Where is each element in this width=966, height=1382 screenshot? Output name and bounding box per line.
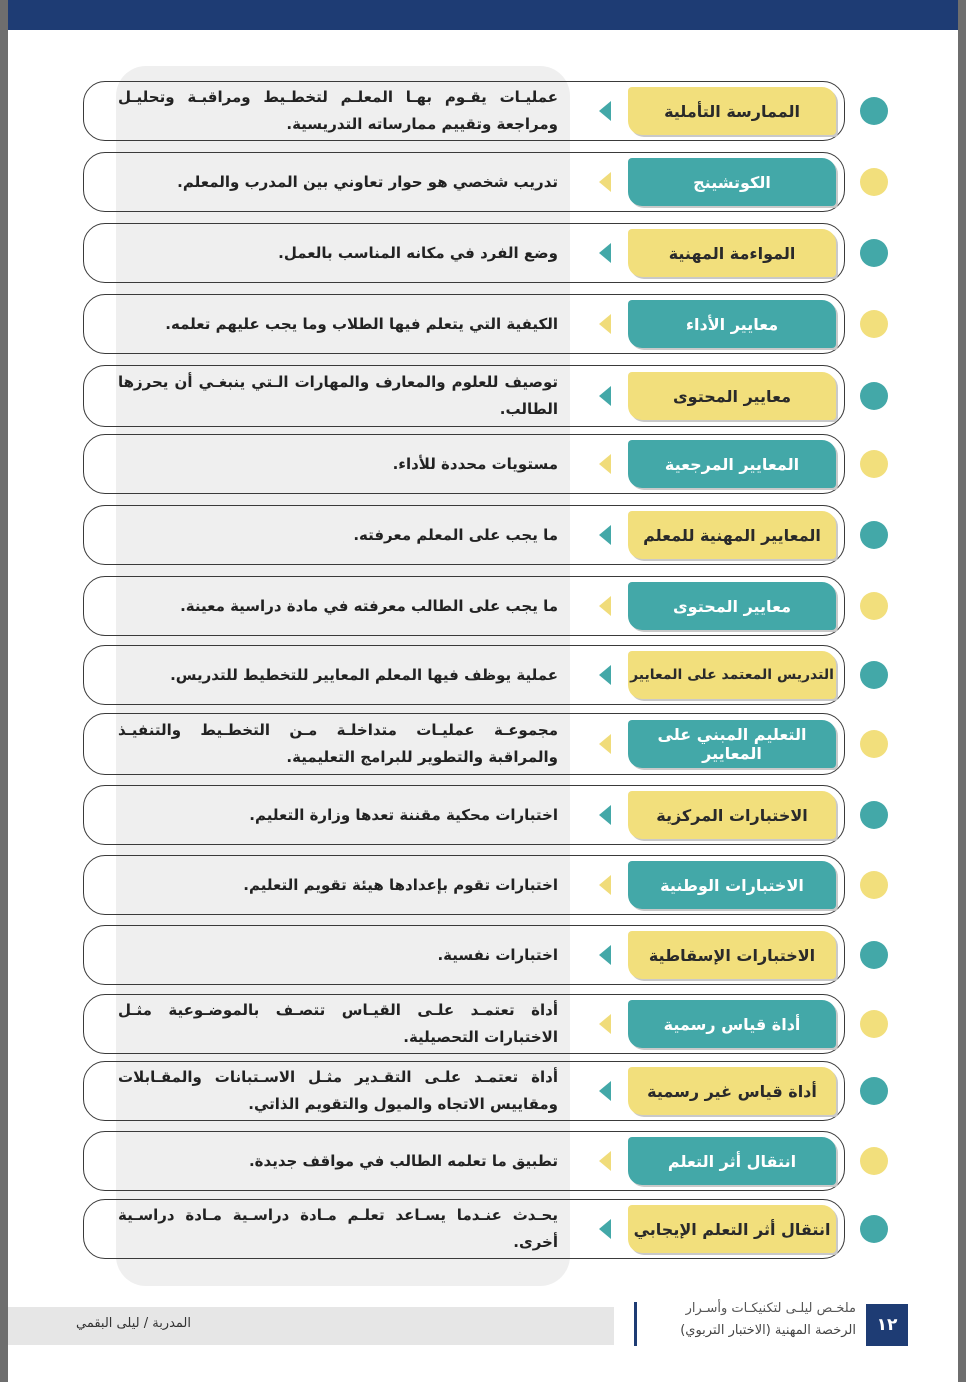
bullet-dot-icon — [860, 1147, 888, 1175]
term-label: الاختبارات الوطنية — [628, 861, 836, 909]
term-label: معايير المحتوى — [628, 372, 836, 420]
term-label: انتقال أثر التعلم الإيجابي — [628, 1205, 836, 1253]
bullet-dot-icon — [860, 97, 888, 125]
pointer-arrow-icon — [599, 805, 611, 825]
pointer-arrow-icon — [599, 314, 611, 334]
bullet-dot-icon — [860, 661, 888, 689]
term-label: الكوتشينج — [628, 158, 836, 206]
term-definition: أداة تعتمـد علـى القيـاس تتصـف بالموضـوعية مثـل الاختبارات التحصيلية. — [118, 1001, 558, 1046]
pointer-arrow-icon — [599, 386, 611, 406]
bullet-dot-icon — [860, 310, 888, 338]
bullet-dot-icon — [860, 1077, 888, 1105]
term-label: أداة قياس رسمية — [628, 1000, 836, 1048]
pointer-arrow-icon — [599, 1014, 611, 1034]
term-label: المعايير المرجعية — [628, 440, 836, 488]
term-definition: عمليـات يقـوم بهـا المعلـم لتخطـيط ومراقبـة وتحليـل ومراجعة وتقييم ممارساته التدريسية. — [118, 88, 558, 133]
bullet-dot-icon — [860, 801, 888, 829]
bullet-dot-icon — [860, 382, 888, 410]
bullet-dot-icon — [860, 941, 888, 969]
term-definition: توصيف للعلوم والمعارف والمهارات الـتي ينبغـي أن يحرزها الطالب. — [118, 373, 558, 418]
bullet-dot-icon — [860, 521, 888, 549]
term-definition: يحـدث عنـدما يسـاعد تعلـم مـادة دراسـية مـادة دراسـية أخرى. — [118, 1206, 558, 1251]
term-definition: عملية يوظف فيها المعلم المعايير للتخطيط للتدريس. — [170, 665, 558, 684]
footer-title-line1: ملخـص ليلـى لتكنيكـات وأسـرار — [685, 1301, 856, 1316]
term-definition: تطبيق ما تعلمه الطالب في مواقف جديدة. — [248, 1151, 558, 1170]
pointer-arrow-icon — [599, 734, 611, 754]
term-label: المواءمة المهنية — [628, 229, 836, 277]
pointer-arrow-icon — [599, 172, 611, 192]
pointer-arrow-icon — [599, 596, 611, 616]
term-label: الاختبارات المركزية — [628, 791, 836, 839]
pointer-arrow-icon — [599, 243, 611, 263]
term-label: التدريس المعتمد على المعايير — [628, 651, 836, 699]
pointer-arrow-icon — [599, 945, 611, 965]
footer-title — [636, 1298, 856, 1342]
term-definition: اختبارات محكية مقننة تعدها وزارة التعليم. — [249, 805, 558, 824]
bullet-dot-icon — [860, 871, 888, 899]
term-definition: اختبارات تقوم بإعدادها هيئة تقويم التعليم. — [243, 875, 558, 894]
term-definition: ما يجب على الطالب معرفته في مادة دراسية معينة. — [180, 596, 558, 615]
bullet-dot-icon — [860, 168, 888, 196]
term-definition: الكيفية التي يتعلم فيها الطلاب وما يجب عليهم تعلمه. — [165, 314, 558, 333]
term-label: المعايير المهنية للمعلم — [628, 511, 836, 559]
pointer-arrow-icon — [599, 101, 611, 121]
pointer-arrow-icon — [599, 1219, 611, 1239]
term-label: الاختبارات الإسقاطية — [628, 931, 836, 979]
term-definition: اختبارات نفسية. — [437, 945, 558, 964]
term-definition: وضع الفرد في مكانه المناسب بالعمل. — [278, 243, 558, 262]
term-label: معايير المحتوى — [628, 582, 836, 630]
term-label: انتقال أثر التعلم — [628, 1137, 836, 1185]
pointer-arrow-icon — [599, 665, 611, 685]
term-label: التعليم المبني على المعايير — [628, 720, 836, 768]
term-label: معايير الأداء — [628, 300, 836, 348]
top-header-bar — [8, 0, 958, 30]
bullet-dot-icon — [860, 592, 888, 620]
pointer-arrow-icon — [599, 454, 611, 474]
bullet-dot-icon — [860, 1215, 888, 1243]
pointer-arrow-icon — [599, 525, 611, 545]
footer-author: المدربة / ليلى البقمي — [76, 1316, 192, 1331]
bullet-dot-icon — [860, 730, 888, 758]
pointer-arrow-icon — [599, 875, 611, 895]
footer-title-line2: الرخصة المهنية (الاختبار التربوي) — [680, 1323, 856, 1338]
term-definition: مستويات محددة للأداء. — [392, 454, 558, 473]
term-definition: مجموعـة عمليـات متداخلـة مـن التخطـيط والتنفيـذ والمراقبة والتطوير للبرامج التعليمية. — [118, 721, 558, 766]
document-page — [8, 0, 958, 1382]
term-definition: تدريب شخصي هو حوار تعاوني بين المدرب والمعلم. — [177, 172, 558, 191]
page-number: ١٢ — [866, 1304, 908, 1346]
term-label: أداة قياس غير رسمية — [628, 1067, 836, 1115]
term-definition: أداة تعتمـد علـى التقـدير مثـل الاسـتبانات والمقـابلات ومقاييس الاتجاه والميول والتقويم الذاتي. — [118, 1068, 558, 1113]
pointer-arrow-icon — [599, 1081, 611, 1101]
bullet-dot-icon — [860, 239, 888, 267]
term-definition: ما يجب على المعلم معرفته. — [353, 525, 558, 544]
bullet-dot-icon — [860, 450, 888, 478]
pointer-arrow-icon — [599, 1151, 611, 1171]
term-label: الممارسة التأملية — [628, 87, 836, 135]
bullet-dot-icon — [860, 1010, 888, 1038]
